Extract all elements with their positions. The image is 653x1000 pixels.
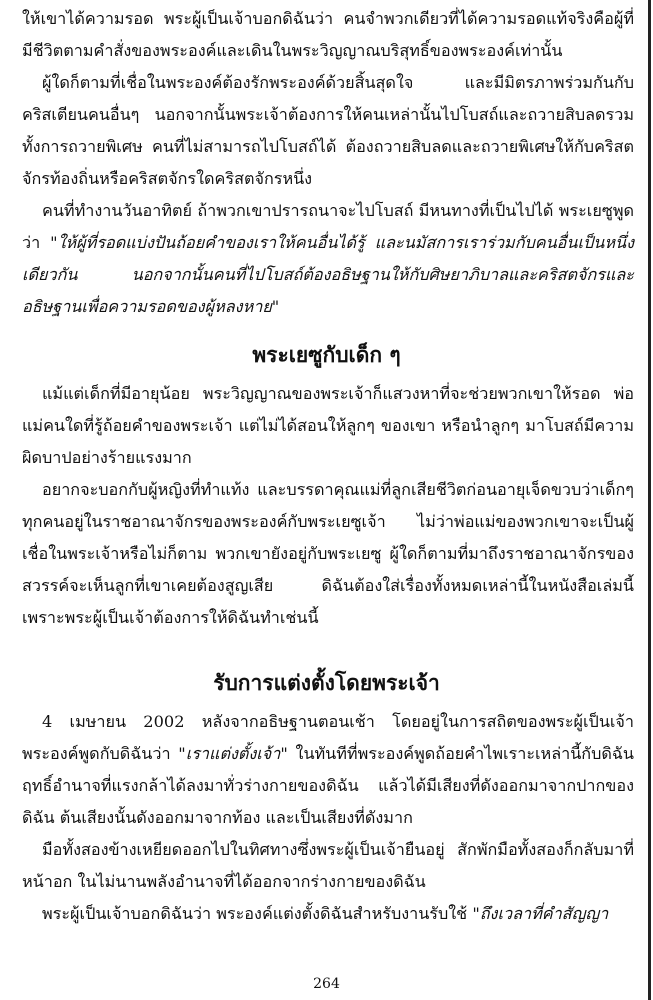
paragraph-ministry [22,898,634,930]
page-edge-shadow [648,0,651,1000]
paragraph-april-rest: ในทันทีที่พระองค์พูดถ้อยคำไพเราะเหล่านี้กับดิฉันฤทธิ์อำนาจที่แรงกล้าได้ลงมาทั่วร่างกายของดิฉัน แล้วได้มีเสียงที่ดังออกมาจากปากของดิฉัน ต้นเสียงนั้นดังออกมาจากท้อง และเป็นเสียงที่ดังมาก [22,744,634,827]
section-children-text [22,378,634,634]
paragraph-sunday-workers [22,195,634,323]
heading-jesus-and-children: พระเยซูกับเด็ก ๆ [252,342,401,367]
section-opening-text [22,3,634,323]
paragraph-hands-stretched: มือทั้งสองข้างเหยียดออกไปในทิศทางซึ่งพระผู้เป็นเจ้ายืนอยู่ สักพักมือทั้งสองก็กลับมาที่หน้าอก ในไม่นานพลังอำนาจที่ได้ออกจากร่างกายของดิฉัน [22,840,634,891]
paragraph-sunday-intro: คนที่ทำงานวันอาทิตย์ ถ้าพวกเขาปรารถนาจะไปโบสถ์ มีหนทางที่เป็นไปได้ พระเยซูพูดว่า [22,201,634,252]
paragraph-salvation: ให้เขาได้ความรอด พระผู้เป็นเจ้าบอกดิฉันว่า คนจำพวกเดียวที่ได้ความรอดแท้จริงคือผู้ที่มีชีวิตตามคำสั่งของพระองค์และเดินในพระวิญญาณบริสุทธิ์ของพระองค์เท่านั้น [22,9,634,60]
section-appointment-text [22,706,634,930]
promise-quote: "ถึงเวลาที่คำสัญญา [472,904,609,923]
paragraph-april-2002 [22,706,634,834]
appointment-quote: "เราแต่งตั้งเจ้า" [178,744,288,763]
heading-appointed-by-god: รับการแต่งตั้งโดยพระเจ้า [213,670,440,695]
paragraph-lost-children: อยากจะบอกกับผู้หญิงที่ทำแท้ง และบรรดาคุณแม่ที่ลูกเสียชีวิตก่อนอายุเจ็ดขวบว่าเด็กๆ ทุกคนอยู่ในราชอาณาจักรของพระองค์กับพระเยซูเจ้า ไม่ว่าพ่อแม่ของพวกเขาจะเป็นผู้เชื่อในพระเจ้าหรือไม่ก็ตาม พวกเขายังอยู่กับพระเยซู ผู้ใดก็ตามที่มาถึงราชอาณาจักรของสวรรค์จะเห็นลูกที่เขาเคยต้องสูญเสีย ดิฉันต้องใส่เรื่องทั้งหมดเหล่านี้ในหนังสือเล่มนี้ เพราะพระผู้เป็นเจ้าต้องการให้ดิฉันทำเช่นนี้ [22,480,634,627]
jesus-quote: "ให้ผู้ที่รอดแบ่งปันถ้อยคำของเราให้คนอื่นได้รู้ และนมัสการเราร่วมกับคนอื่นเป็นหนึ่งเดียวกัน นอกจากนั้นคนที่ไปโบสถ์ต้องอธิษฐานให้กับศิษยาภิบาลและคริสตจักรและอธิษฐานเพื่อความรอดของผู้หลงหาย" [22,233,634,316]
paragraph-ministry-start: พระผู้เป็นเจ้าบอกดิฉันว่า พระองค์แต่งตั้งดิฉันสำหรับงานรับใช้ [42,904,473,923]
page-number: 264 [313,976,340,992]
paragraph-april-start: 4 เมษายน 2002 หลังจากอธิษฐานตอนเช้า โดยอยู่ในการสถิตของพระผู้เป็นเจ้าพระองค์พูดกับดิฉันว่า [22,712,634,763]
paragraph-children-salvation: แม้แต่เด็กที่มีอายุน้อย พระวิญญาณของพระเจ้าก็แสวงหาที่จะช่วยพวกเขาให้รอด พ่อแม่คนใดที่รู้ถ้อยคำของพระเจ้า แต่ไม่ได้สอนให้ลูกๆ ของเขา หรือนำลูกๆ มาโบสถ์มีความผิดบาปอย่างร้ายแรงมาก [22,384,634,467]
paragraph-fellowship-tithe: ผู้ใดก็ตามที่เชื่อในพระองค์ต้องรักพระองค์ด้วยสิ้นสุดใจ และมีมิตรภาพร่วมกันกับคริสเตียนคนอื่นๆ นอกจากนั้นพระเจ้าต้องการให้คนเหล่านั้นไปโบสถ์และถวายสิบลดรวมทั้งการถวายพิเศษ คนที่ไม่สามารถไปโบสถ์ได้ ต้องถวายสิบลดและถวายพิเศษให้กับคริสตจักรท้องถิ่นหรือคริสตจักรใดคริสตจักรหนึ่ง [22,73,634,188]
